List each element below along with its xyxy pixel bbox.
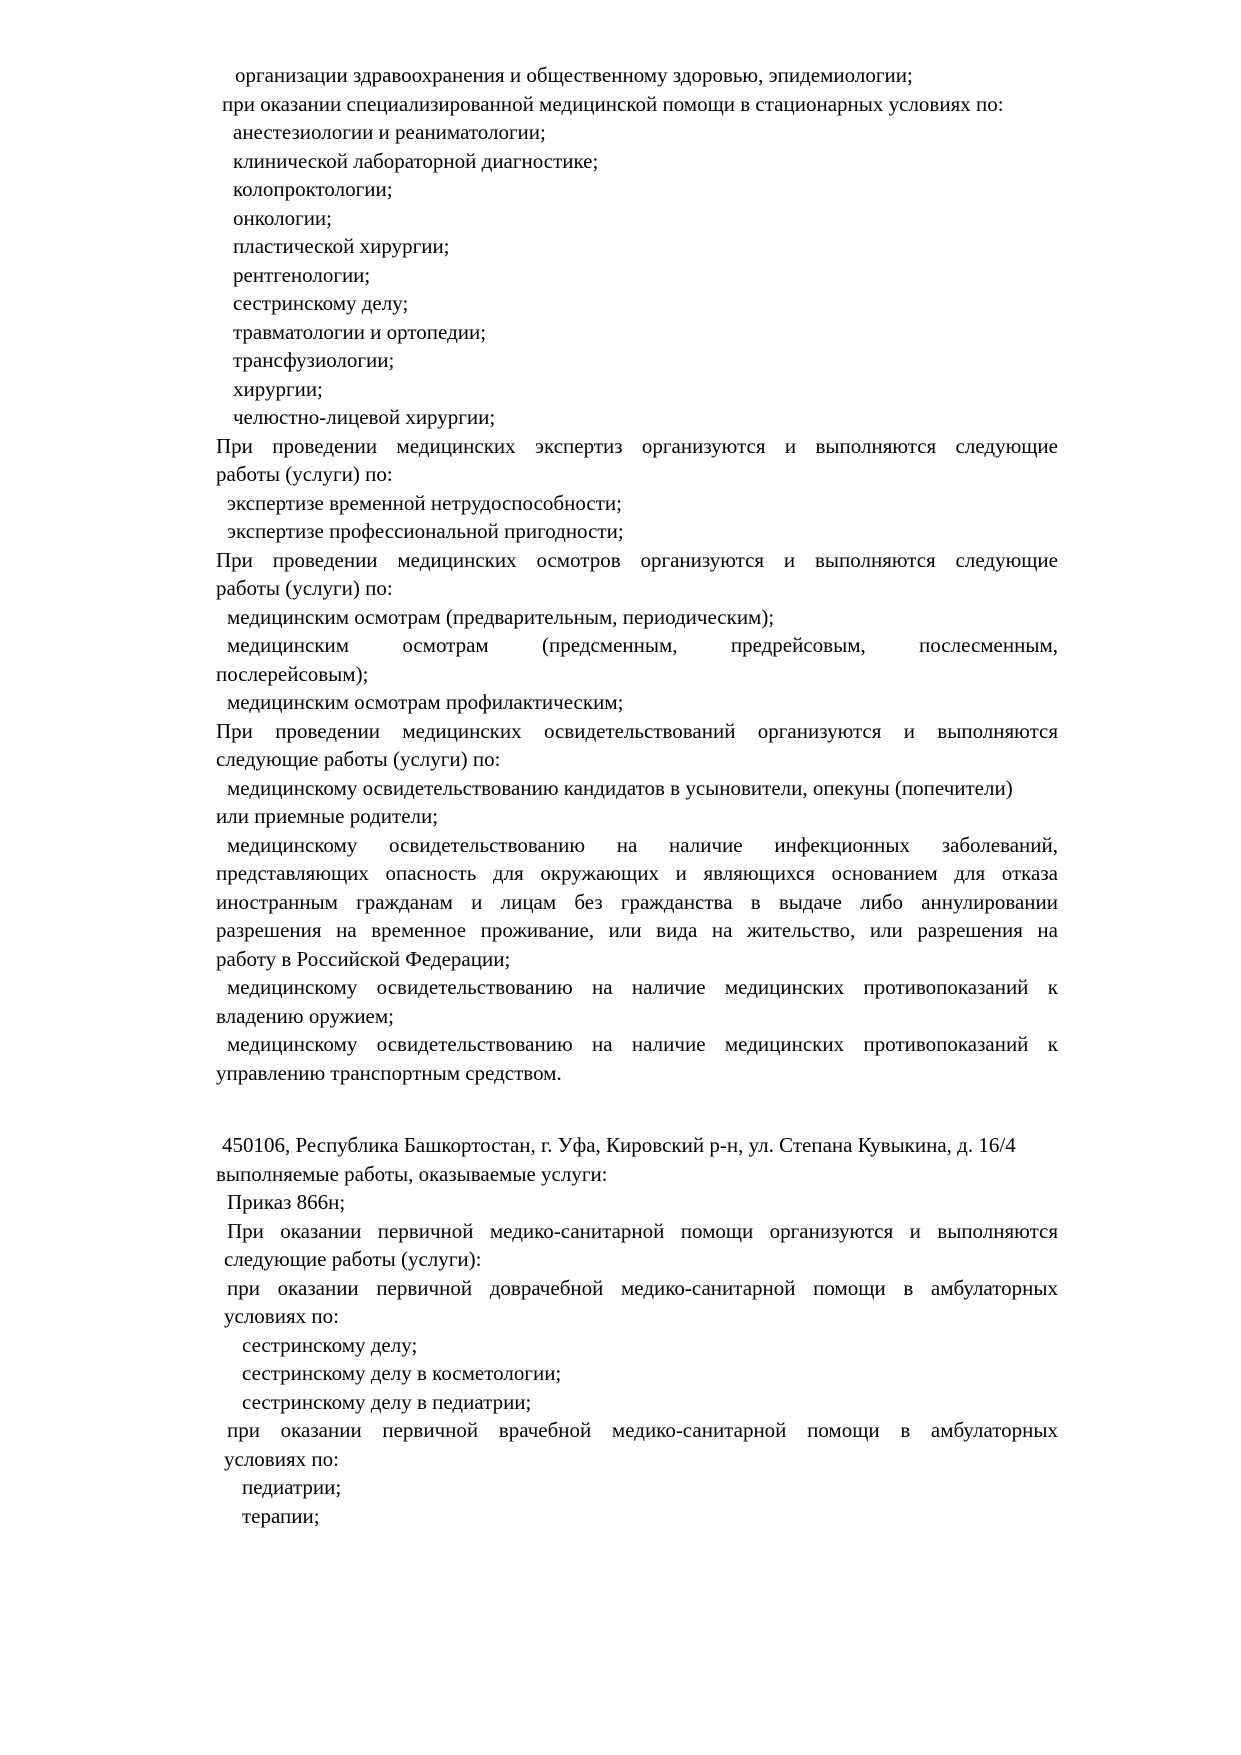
document-line: экспертизе временной нетрудоспособности; bbox=[227, 490, 622, 515]
document-line: иностранным гражданам и лицам без гражданства в выдаче либо аннулировании bbox=[216, 889, 1058, 914]
section-gap bbox=[216, 1087, 1058, 1131]
document-line: При проведении медицинских экспертиз организуются и выполняются следующие bbox=[216, 433, 1058, 458]
document-line: медицинскому освидетельствованию на наличие медицинских противопоказаний к bbox=[227, 975, 1058, 999]
document-line: колопроктологии; bbox=[233, 177, 393, 201]
document-line: трансфузиологии; bbox=[233, 348, 395, 372]
document-line: При проведении медицинских осмотров организуются и выполняются следующие bbox=[216, 547, 1058, 572]
document-line: следующие работы (услуги) по: bbox=[216, 747, 501, 771]
document-line: представляющих опасность для окружающих и являющихся основанием для отказа bbox=[216, 861, 1058, 885]
document-line: При оказании первичной медико-санитарной помощи организуются и выполняются bbox=[227, 1218, 1058, 1243]
document-line: онкологии; bbox=[233, 205, 333, 230]
document-line: терапии; bbox=[242, 1503, 320, 1528]
document-line: педиатрии; bbox=[242, 1475, 342, 1499]
document-line: хирургии; bbox=[233, 376, 323, 401]
document-line: экспертизе профессиональной пригодности; bbox=[227, 519, 624, 543]
document-line: условиях по: bbox=[224, 1446, 339, 1471]
document-line: медицинскому освидетельствованию на наличие медицинских противопоказаний к bbox=[227, 1032, 1058, 1056]
document-line: медицинскому освидетельствованию кандидатов в усыновители, опекуны (попечители) bbox=[227, 775, 1013, 800]
document-line: анестезиологии и реаниматологии; bbox=[233, 120, 546, 144]
document-line: условиях по: bbox=[224, 1304, 339, 1328]
document-line: сестринскому делу в косметологии; bbox=[242, 1361, 562, 1385]
document-line: 450106, Республика Башкортостан, г. Уфа, Кировский р-н, ул. Степана Кувыкина, д. 16/4 bbox=[222, 1133, 1016, 1157]
document-line: клинической лабораторной диагностике; bbox=[233, 148, 599, 173]
document-line: разрешения на временное проживание, или вида на жительство, или разрешения на bbox=[216, 918, 1058, 942]
document-line: сестринскому делу; bbox=[242, 1332, 418, 1357]
document-line: владению оружием; bbox=[216, 1003, 394, 1028]
document-line: выполняемые работы, оказываемые услуги: bbox=[216, 1161, 608, 1186]
document-line: При проведении медицинских освидетельствований организуются и выполняются bbox=[216, 718, 1058, 743]
document-line: медицинскому освидетельствованию на наличие инфекционных заболеваний, bbox=[227, 832, 1058, 857]
document-line: травматологии и ортопедии; bbox=[233, 319, 487, 344]
document-line: следующие работы (услуги): bbox=[224, 1247, 482, 1271]
document-line: работы (услуги) по: bbox=[216, 576, 393, 600]
document-line: при оказании первичной врачебной медико-санитарной помощи в амбулаторных bbox=[227, 1418, 1058, 1442]
document-line: медицинским осмотрам профилактическим; bbox=[227, 690, 624, 714]
document-line: при оказании специализированной медицинской помощи в стационарных условиях по: bbox=[222, 91, 1004, 116]
document-line: при оказании первичной доврачебной медико-санитарной помощи в амбулаторных bbox=[227, 1275, 1058, 1300]
document-line: организации здравоохранения и общественному здоровью, эпидемиологии; bbox=[235, 63, 913, 87]
document-line: сестринскому делу в педиатрии; bbox=[242, 1389, 532, 1414]
document-line: Приказ 866н; bbox=[227, 1190, 346, 1214]
document-line: челюстно-лицевой хирургии; bbox=[233, 405, 496, 429]
document-line: управлению транспортным средством. bbox=[216, 1060, 562, 1085]
document-line: сестринскому делу; bbox=[233, 291, 409, 315]
document-line: или приемные родители; bbox=[216, 804, 439, 828]
document-line: послерейсовым); bbox=[216, 661, 369, 686]
document-line: пластической хирургии; bbox=[233, 234, 450, 258]
document-line: рентгенологии; bbox=[233, 262, 371, 287]
document-line: работу в Российской Федерации; bbox=[216, 946, 511, 971]
document-line: медицинским осмотрам (предсменным, предрейсовым, послесменным, bbox=[227, 633, 1058, 657]
document-line: медицинским осмотрам (предварительным, периодическим); bbox=[227, 604, 775, 629]
document-line: работы (услуги) по: bbox=[216, 462, 393, 486]
